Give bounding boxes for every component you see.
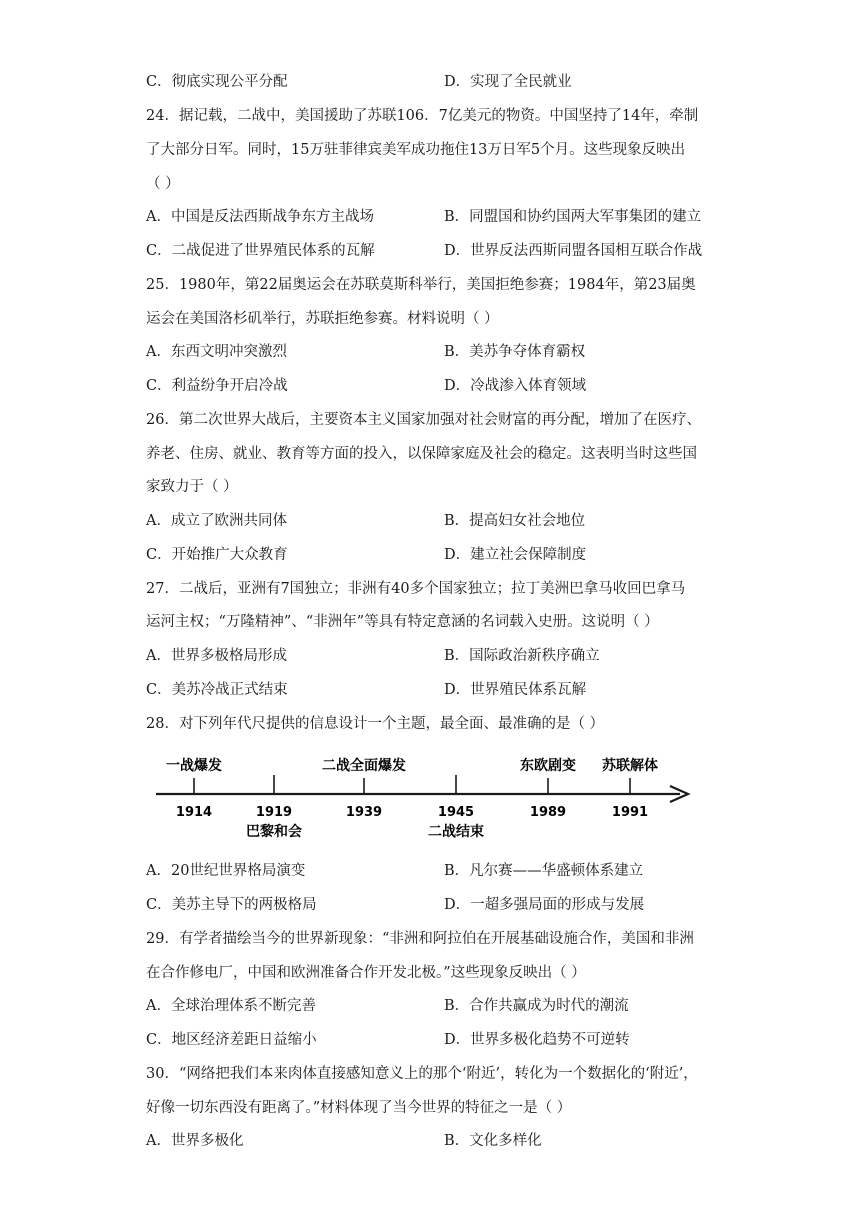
q25-stem-line-1: 25．1980年，第22届奥运会在苏联莫斯科举行，美国拒绝参赛；1984年，第23届奥 (146, 277, 696, 293)
q29-stem-line-1: 29．有学者描绘当今的世界新现象：“非洲和阿拉伯在开展基础设施合作，美国和非洲 (146, 931, 694, 947)
year-label-1945: 1945 (437, 805, 475, 820)
q27-option-c: C．美苏冷战正式结束 (146, 682, 288, 698)
q28-stem-line-1: 28．对下列年代尺提供的信息设计一个主题，最全面、最准确的是（ ） (146, 716, 605, 732)
q25-option-a: A．东西文明冲突激烈 (146, 344, 287, 360)
year-label-1989: 1989 (529, 805, 567, 820)
q24-stem-line-3: （ ） (146, 176, 180, 192)
event-ww1-start: 一战爆发 (166, 758, 222, 774)
event-ww2-full-outbreak: 二战全面爆发 (322, 758, 406, 774)
q28-option-a: A．20世纪世界格局演变 (146, 863, 306, 879)
q26-stem-line-1: 26．第二次世界大战后，主要资本主义国家加强对社会财富的再分配，增加了在医疗、 (146, 412, 701, 428)
q25-stem-line-2: 运会在美国洛杉矶举行，苏联拒绝参赛。材料说明（ ） (146, 311, 499, 327)
year-label-1914: 1914 (175, 805, 213, 820)
q30-stem-line-2: 好像一切东西没有距离了。”材料体现了当今世界的特征之一是（ ） (146, 1100, 572, 1116)
event-eastern-europe-upheaval: 东欧剧变 (520, 758, 576, 774)
q24-option-d: D．世界反法西斯同盟各国相互联合作战 (444, 243, 703, 259)
year-timeline-figure (150, 748, 710, 848)
q27-option-b: B．国际政治新秩序确立 (444, 648, 600, 664)
q26-option-a: A．成立了欧洲共同体 (146, 513, 287, 529)
q28-option-b: B．凡尔赛——华盛顿体系建立 (444, 863, 644, 879)
event-ussr-dissolution: 苏联解体 (602, 758, 658, 774)
q26-stem-line-3: 家致力于（ ） (146, 479, 238, 495)
q24-option-b: B．同盟国和协约国两大军事集团的建立 (444, 209, 702, 225)
year-label-1991: 1991 (611, 805, 649, 820)
q26-option-d: D．建立社会保障制度 (444, 547, 587, 563)
q30-option-a: A．世界多极化 (146, 1133, 244, 1149)
q24-stem-line-1: 24．据记载，二战中，美国援助了苏联106．7亿美元的物资。中国坚持了14年，牵制 (146, 108, 699, 124)
q28-option-c: C．美苏主导下的两极格局 (146, 897, 317, 913)
q23-option-c: C．彻底实现公平分配 (146, 74, 288, 90)
q26-option-c: C．开始推广大众教育 (146, 547, 288, 563)
year-label-1939: 1939 (345, 805, 383, 820)
q29-option-d: D．世界多极化趋势不可逆转 (444, 1032, 630, 1048)
q29-option-c: C．地区经济差距日益缩小 (146, 1032, 317, 1048)
q30-option-b: B．文化多样化 (444, 1133, 542, 1149)
event-ww2-end: 二战结束 (428, 824, 484, 840)
q27-option-a: A．世界多极格局形成 (146, 648, 287, 664)
year-label-1919: 1919 (255, 805, 293, 820)
q27-option-d: D．世界殖民体系瓦解 (444, 682, 587, 698)
q25-option-b: B．美苏争夺体育霸权 (444, 344, 586, 360)
q27-stem-line-2: 运河主权；“万隆精神”、“非洲年”等具有特定意涵的名词载入史册。这说明（ ） (146, 614, 659, 630)
q25-option-d: D．冷战渗入体育领域 (444, 378, 587, 394)
q29-stem-line-2: 在合作修电厂，中国和欧洲准备合作开发北极。”这些现象反映出（ ） (146, 965, 586, 981)
q26-stem-line-2: 养老、住房、就业、教育等方面的投入，以保障家庭及社会的稳定。这表明当时这些国 (146, 446, 697, 462)
q25-option-c: C．利益纷争开启冷战 (146, 378, 288, 394)
q28-option-d: D．一超多强局面的形成与发展 (444, 897, 645, 913)
q24-option-c: C．二战促进了世界殖民体系的瓦解 (146, 243, 375, 259)
q26-option-b: B．提高妇女社会地位 (444, 513, 586, 529)
q27-stem-line-1: 27．二战后，亚洲有7国独立；非洲有40多个国家独立；拉丁美洲巴拿马收回巴拿马 (146, 581, 686, 597)
q29-option-b: B．合作共赢成为时代的潮流 (444, 998, 629, 1014)
q30-stem-line-1: 30．“网络把我们本来肉体直接感知意义上的那个‘附近’，转化为一个数据化的‘附近’， (146, 1066, 698, 1082)
q24-stem-line-2: 了大部分日军。同时，15万驻菲律宾美军成功拖住13万日军5个月。这些现象反映出 (146, 142, 686, 158)
q23-option-d: D．实现了全民就业 (444, 74, 572, 90)
q29-option-a: A．全球治理体系不断完善 (146, 998, 316, 1014)
event-paris-peace-conference: 巴黎和会 (246, 824, 302, 840)
q24-option-a: A．中国是反法西斯战争东方主战场 (146, 209, 374, 225)
